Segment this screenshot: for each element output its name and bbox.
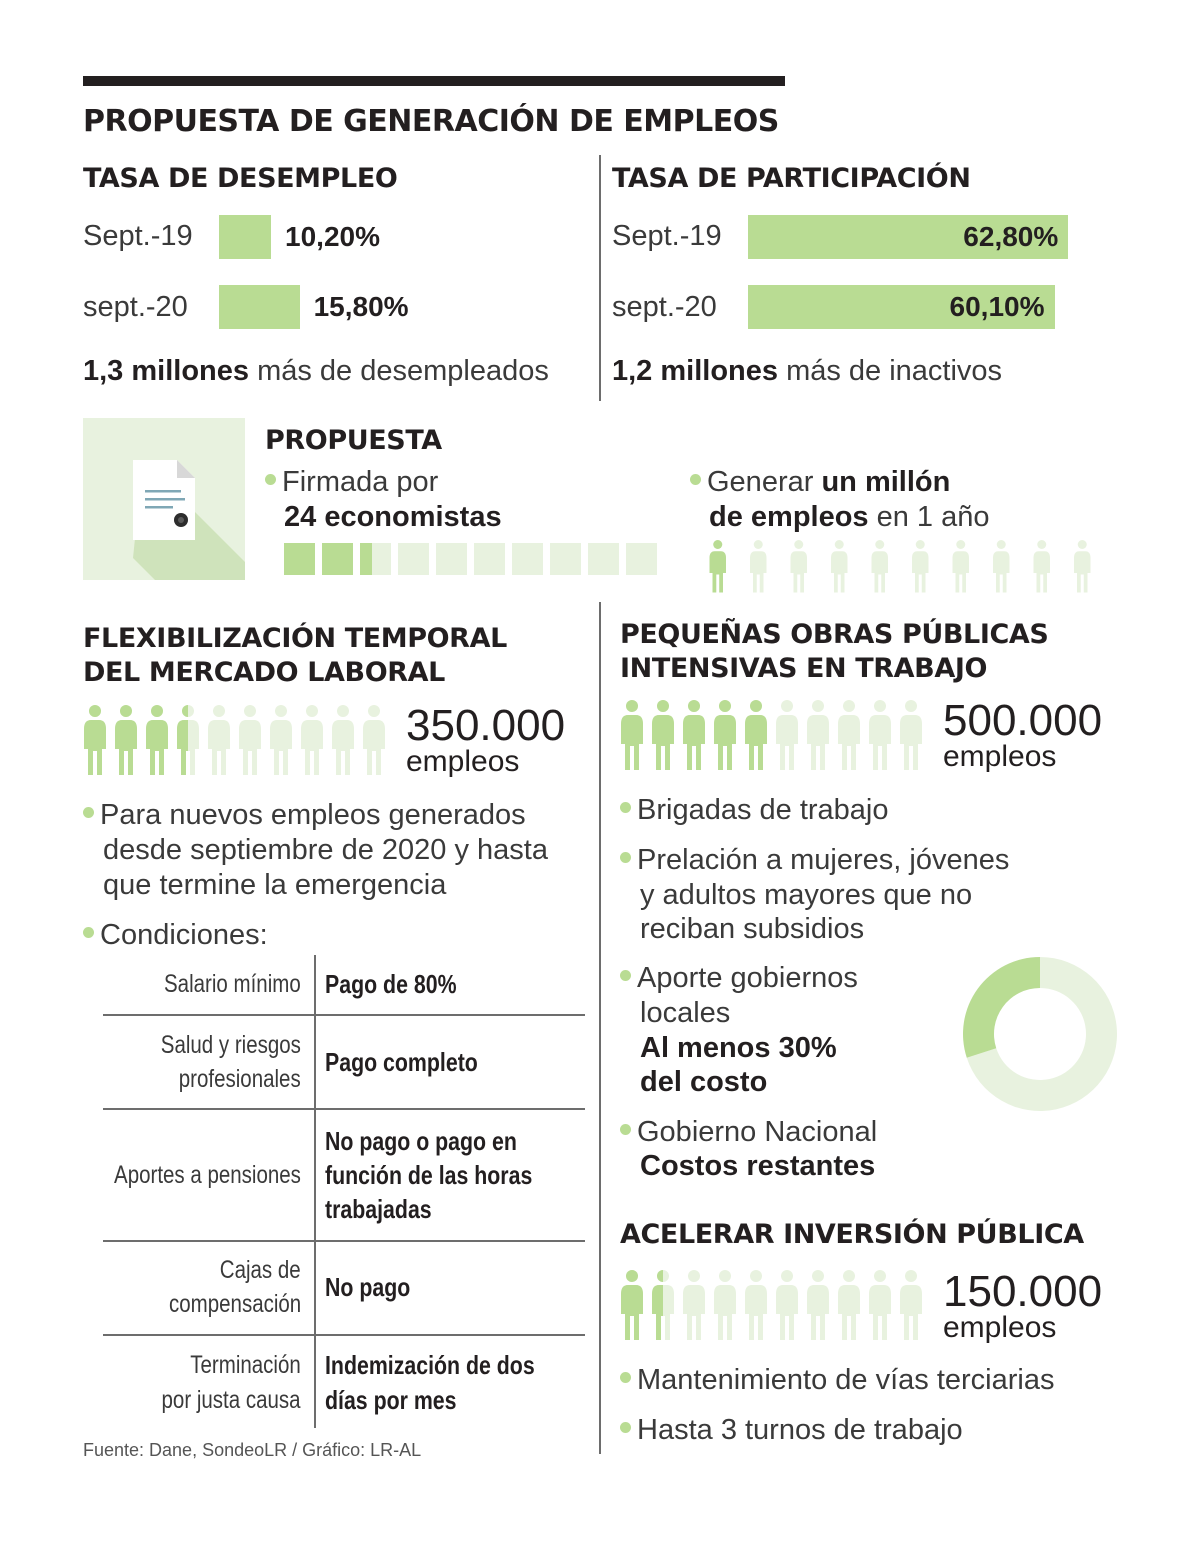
table-rule [103, 1108, 585, 1110]
obras-bullet-3-bold-2: del costo [640, 1066, 768, 1098]
bullet-icon [690, 474, 701, 485]
table-right-3a: No pago o pago en [325, 1126, 517, 1156]
person-icon [900, 700, 922, 770]
top-rule [83, 76, 785, 86]
flex-persons [82, 705, 402, 777]
table-left-5b: por justa causa [161, 1386, 301, 1414]
person-icon [838, 700, 860, 770]
table-left-5a: Terminación [190, 1351, 301, 1379]
economistas-squares [284, 543, 664, 575]
participacion-label-2: sept.-20 [612, 291, 717, 323]
obras-bullet-3-line-1: Aporte gobiernos [620, 961, 858, 996]
obras-unit: empleos [943, 740, 1057, 773]
desempleo-bar-1 [219, 215, 271, 259]
inversion-persons [619, 1270, 939, 1342]
bullet-icon [620, 802, 631, 813]
person-icon [993, 540, 1010, 593]
inversion-bullet-2: Hasta 3 turnos de trabajo [620, 1413, 963, 1448]
page-title: PROPUESTA DE GENERACIÓN DE EMPLEOS [83, 104, 779, 139]
obras-heading-1: PEQUEÑAS OBRAS PÚBLICAS [620, 619, 1049, 650]
desempleo-value-1: 10,20% [285, 221, 380, 252]
table-right-1: Pago de 80% [325, 969, 457, 999]
flex-number: 350.000 [406, 701, 566, 750]
participacion-heading: TASA DE PARTICIPACIÓN [612, 163, 971, 194]
person-icon [270, 705, 292, 775]
obras-heading-2: INTENSIVAS EN TRABAJO [620, 653, 988, 684]
propuesta-generar-1: Generar un millón [690, 465, 950, 500]
person-icon [900, 1270, 922, 1340]
table-rule [103, 1334, 585, 1336]
person-icon [115, 705, 137, 775]
economist-square [550, 543, 581, 575]
person-icon [745, 1270, 767, 1340]
person-icon [1034, 540, 1051, 593]
obras-persons [619, 700, 939, 772]
inversion-heading: ACELERAR INVERSIÓN PÚBLICA [620, 1219, 1084, 1250]
economist-square [436, 543, 467, 575]
person-icon [177, 705, 199, 775]
obras-bullet-4: Gobierno Nacional [620, 1115, 877, 1150]
obras-bullet-2-line-2: y adultos mayores que no [640, 879, 973, 911]
document-seal-icon [83, 418, 245, 580]
propuesta-persons [708, 540, 1108, 595]
propuesta-firmada: Firmada por [265, 465, 438, 500]
propuesta-generar-2: de empleos en 1 año [709, 501, 990, 533]
obras-bullet-4-bold: Costos restantes [640, 1150, 876, 1182]
bullet-icon [83, 807, 94, 818]
bullet-icon [265, 474, 276, 485]
obras-bullet-1: Brigadas de trabajo [620, 793, 889, 828]
obras-bullet-3-line-2: locales [640, 997, 731, 1029]
person-icon [776, 1270, 798, 1340]
participacion-value-2: 60,10% [949, 291, 1045, 322]
table-rule [103, 1014, 585, 1016]
obras-bullet-3-bold-1: Al menos 30% [640, 1032, 837, 1064]
person-icon [239, 705, 261, 775]
person-icon [869, 1270, 891, 1340]
bullet-icon [620, 1372, 631, 1383]
flex-bullet-1-line-3: que termine la emergencia [103, 869, 447, 901]
economist-square [284, 543, 315, 575]
participacion-note: 1,2 millones más de inactivos [612, 355, 1003, 387]
table-right-3b: función de las horas [325, 1160, 533, 1190]
desempleo-note: 1,3 millones más de desempleados [83, 355, 549, 387]
table-left-4a: Cajas de [220, 1256, 301, 1284]
person-icon [208, 705, 230, 775]
person-icon [750, 540, 767, 593]
person-icon [363, 705, 385, 775]
economist-square [512, 543, 543, 575]
desempleo-label-1: Sept.-19 [83, 220, 193, 252]
person-icon [807, 1270, 829, 1340]
flex-bullet-1-line-2: desde septiembre de 2020 y hasta [103, 834, 548, 866]
propuesta-heading: PROPUESTA [265, 425, 442, 456]
divider-bottom [599, 602, 601, 1454]
person-icon [869, 700, 891, 770]
table-right-4: No pago [325, 1272, 411, 1302]
obras-bullet-2-line-1: Prelación a mujeres, jóvenes [620, 843, 1009, 878]
table-left-4b: compensación [168, 1290, 301, 1318]
table-right-2: Pago completo [325, 1047, 478, 1077]
economist-square [360, 543, 391, 575]
person-icon [710, 540, 727, 593]
person-icon [714, 1270, 736, 1340]
inversion-unit: empleos [943, 1311, 1057, 1344]
person-icon [745, 700, 767, 770]
obras-number: 500.000 [943, 696, 1103, 745]
inversion-bullet-1: Mantenimiento de vías terciarias [620, 1363, 1054, 1398]
table-divider [314, 955, 316, 1428]
person-icon [621, 700, 643, 770]
cost-share-donut [960, 954, 1120, 1114]
bullet-icon [83, 927, 94, 938]
economist-square [626, 543, 657, 575]
person-icon [831, 540, 848, 593]
table-rule [103, 1240, 585, 1242]
person-icon [301, 705, 323, 775]
person-icon [1074, 540, 1091, 593]
person-icon [807, 700, 829, 770]
desempleo-label-2: sept.-20 [83, 291, 188, 323]
person-icon [776, 700, 798, 770]
flex-bullet-1-line-1: Para nuevos empleos generados [83, 798, 526, 833]
table-right-5b: días por mes [325, 1385, 457, 1415]
flex-unit: empleos [406, 745, 520, 778]
desempleo-value-2: 15,80% [313, 291, 409, 322]
person-icon [683, 700, 705, 770]
person-icon [791, 540, 808, 593]
person-icon [652, 700, 674, 770]
person-icon [838, 1270, 860, 1340]
economist-square [588, 543, 619, 575]
bullet-icon [620, 852, 631, 863]
divider-top [599, 155, 601, 401]
person-icon [621, 1270, 643, 1340]
person-icon [872, 540, 889, 593]
table-right-5a: Indemización de dos [325, 1350, 535, 1380]
table-left-3: Aportes a pensiones [114, 1161, 301, 1189]
table-left-1: Salario mínimo [164, 970, 301, 998]
flex-heading-2: DEL MERCADO LABORAL [83, 657, 445, 688]
flex-bullet-2: Condiciones: [83, 918, 268, 953]
participacion-label-1: Sept.-19 [612, 220, 722, 252]
table-left-2b: profesionales [179, 1065, 301, 1093]
economist-square [322, 543, 353, 575]
participacion-value-1: 62,80% [963, 221, 1059, 252]
person-icon [953, 540, 970, 593]
bullet-icon [620, 1124, 631, 1135]
desempleo-heading: TASA DE DESEMPLEO [83, 163, 398, 194]
economist-square [474, 543, 505, 575]
person-icon [652, 1270, 674, 1340]
bullet-icon [620, 970, 631, 981]
table-right-3c: trabajadas [325, 1194, 432, 1224]
flex-heading-1: FLEXIBILIZACIÓN TEMPORAL [83, 623, 507, 654]
table-left-2a: Salud y riesgos [160, 1031, 301, 1059]
person-icon [714, 700, 736, 770]
propuesta-economistas: 24 economistas [284, 501, 502, 533]
desempleo-bar-2 [219, 285, 300, 329]
obras-bullet-2-line-3: reciban subsidios [640, 913, 865, 945]
person-icon [84, 705, 106, 775]
person-icon [683, 1270, 705, 1340]
person-icon [912, 540, 929, 593]
person-icon [332, 705, 354, 775]
donut-slice-locales [963, 957, 1040, 1058]
inversion-number: 150.000 [943, 1267, 1103, 1316]
economist-square [398, 543, 429, 575]
bullet-icon [620, 1422, 631, 1433]
source-note: Fuente: Dane, SondeoLR / Gráfico: LR-AL [83, 1440, 422, 1460]
person-icon [146, 705, 168, 775]
